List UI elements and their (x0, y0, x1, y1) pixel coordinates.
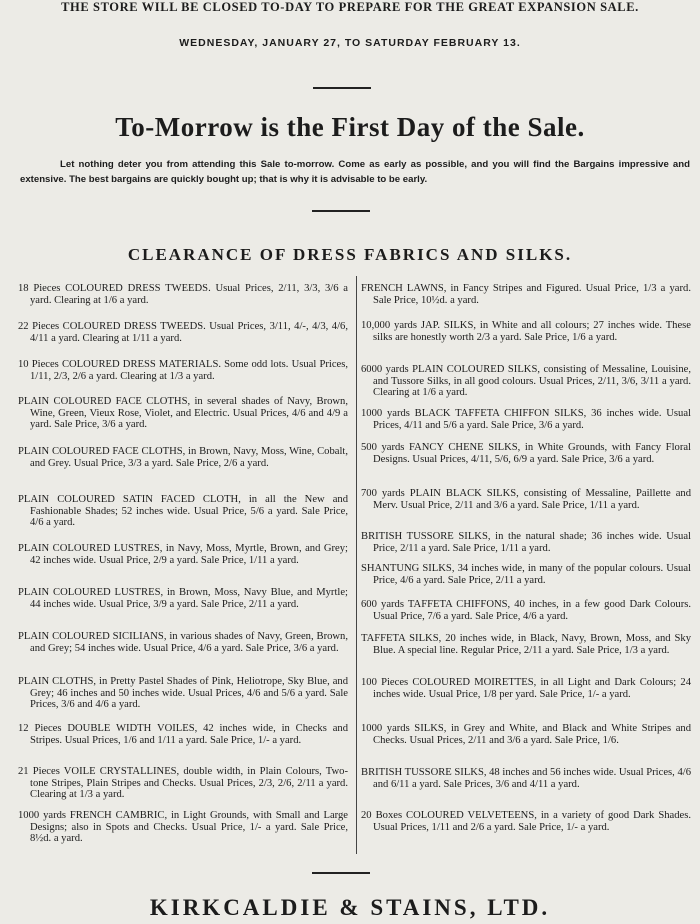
list-item: BRITISH TUSSORE SILKS, in the natural shade; 36 inches wide. Usual Price, 2/11 a yard. Sale Price, 1/11 a yard. (361, 531, 691, 554)
divider-rule-middle (312, 210, 370, 212)
list-item: 21 Pieces VOILE CRYSTALLINES, double width, in Plain Colours, Two-tone Stripes, Plain Stripes and Checks. Usual Prices, 2/3, 2/6, 2/11 a yard. Clearing at 1/3 a yard. (18, 766, 348, 801)
list-item: 22 Pieces COLOURED DRESS TWEEDS. Usual Prices, 3/11, 4/-, 4/3, 4/6, 4/11 a yard. Clearing at 1/11 a yard. (18, 321, 348, 344)
list-item: 10 Pieces COLOURED DRESS MATERIALS. Some odd lots. Usual Prices, 1/11, 2/3, 2/6 a yard. Clearing at 1/3 a yard. (18, 359, 348, 382)
list-item: 20 Boxes COLOURED VELVETEENS, in a variety of good Dark Shades. Usual Prices, 1/11 and 2/6 a yard. Sale Price, 1/- a yard. (361, 810, 691, 833)
list-item: PLAIN COLOURED FACE CLOTHS, in several shades of Navy, Brown, Wine, Green, Vieux Rose, Violet, and Electric. Usual Prices, 4/6 and 4/9 a yard. Sale Price, 3/6 a yard. (18, 396, 348, 431)
list-item: 100 Pieces COLOURED MOIRETTES, in all Light and Dark Colours; 24 inches wide. Usual Price, 1/8 per yard. Sale Price, 1/- a yard. (361, 677, 691, 700)
headline: To-Morrow is the First Day of the Sale. (115, 112, 585, 142)
list-item: 1000 yards BLACK TAFFETA CHIFFON SILKS, 36 inches wide. Usual Prices, 4/11 and 5/6 a yard. Sale Price, 3/6 a yard. (361, 408, 691, 431)
list-item: 1000 yards SILKS, in Grey and White, and Black and White Stripes and Checks. Usual Prices, 2/11 and 3/6 a yard. Sale Price, 1/6. (361, 723, 691, 746)
list-item: SHANTUNG SILKS, 34 inches wide, in many of the popular colours. Usual Price, 4/6 a yard. Sale Price, 2/11 a yard. (361, 563, 691, 586)
list-item: 500 yards FANCY CHENE SILKS, in White Grounds, with Fancy Floral Designs. Usual Prices, 4/11, 5/6, 6/9 a yard. Sale Price, 3/6 a yard. (361, 442, 691, 465)
column-divider (356, 276, 357, 854)
list-item: PLAIN COLOURED FACE CLOTHS, in Brown, Navy, Moss, Wine, Cobalt, and Grey. Usual Price, 3/3 a yard. Sale Price, 2/6 a yard. (18, 446, 348, 469)
section-title: CLEARANCE OF DRESS FABRICS AND SILKS. (127, 245, 573, 264)
list-item: 12 Pieces DOUBLE WIDTH VOILES, 42 inches wide, in Checks and Stripes. Usual Prices, 1/6 and 1/11 a yard. Sale Price, 1/- a yard. (18, 723, 348, 746)
list-item: BRITISH TUSSORE SILKS, 48 inches and 56 inches wide. Usual Prices, 4/6 and 6/11 a yard. Sale Prices, 3/6 and 4/11 a yard. (361, 767, 691, 790)
intro-paragraph: Let nothing deter you from attending this Sale to-morrow. Come as early as possible, and you will find the Bargains impressive and extensive. The best bargains are quickly bought up; that is why it is advisable to be early. (20, 159, 690, 185)
list-item: FRENCH LAWNS, in Fancy Stripes and Figured. Usual Price, 1/3 a yard. Sale Price, 10½d. a yard. (361, 283, 691, 306)
list-item: 18 Pieces COLOURED DRESS TWEEDS. Usual Prices, 2/11, 3/3, 3/6 a yard. Clearing at 1/6 a yard. (18, 283, 348, 306)
list-item: PLAIN COLOURED SATIN FACED CLOTH, in all the New and Fashionable Shades; 52 inches wide. Usual Price, 5/6 a yard. Sale Price, 4/6 a yard. (18, 494, 348, 529)
list-item: 10,000 yards JAP. SILKS, in White and all colours; 27 inches wide. These silks are honestly worth 2/3 a yard. Sale Price, 1/6 a yard. (361, 320, 691, 343)
list-item: PLAIN CLOTHS, in Pretty Pastel Shades of Pink, Heliotrope, Sky Blue, and Grey; 46 inches and 50 inches wide. Usual Prices, 4/6 and 5/6 a yard. Sale Prices, 3/6 and 4/6 a yard. (18, 676, 348, 711)
divider-rule-bottom (312, 872, 370, 874)
store-closed-notice: THE STORE WILL BE CLOSED TO-DAY TO PREPARE FOR THE GREAT EXPANSION SALE. (61, 0, 639, 14)
divider-rule-top (313, 87, 371, 89)
list-item: PLAIN COLOURED LUSTRES, in Brown, Moss, Navy Blue, and Myrtle; 44 inches wide. Usual Price, 3/9 a yard. Sale Price, 2/11 a yard. (18, 587, 348, 610)
list-item: 1000 yards FRENCH CAMBRIC, in Light Grounds, with Small and Large Designs; also in Spots and Checks. Usual Price, 1/- a yard. Sale Price, 8½d. a yard. (18, 810, 348, 845)
list-item: TAFFETA SILKS, 20 inches wide, in Black, Navy, Brown, Moss, and Sky Blue. A special line. Regular Price, 2/11 a yard. Sale Price, 1/3 a yard. (361, 633, 691, 656)
list-item: 600 yards TAFFETA CHIFFONS, 40 inches, in a few good Dark Colours. Usual Price, 7/6 a yard. Sale Price, 4/6 a yard. (361, 599, 691, 622)
list-item: PLAIN COLOURED LUSTRES, in Navy, Moss, Myrtle, Brown, and Grey; 42 inches wide. Usual Price, 2/9 a yard. Sale Price, 1/11 a yard. (18, 543, 348, 566)
sale-dates: WEDNESDAY, JANUARY 27, TO SATURDAY FEBRUARY 13. (179, 37, 521, 49)
store-name-footer: KIRKCALDIE & STAINS, LTD. (149, 895, 551, 920)
list-item: 700 yards PLAIN BLACK SILKS, consisting of Messaline, Paillette and Merv. Usual Price, 2/11 and 3/6 a yard. Sale Price, 1/11 a yard. (361, 488, 691, 511)
list-item: 6000 yards PLAIN COLOURED SILKS, consisting of Messaline, Louisine, and Tussore Silks, in all good colours. Usual Prices, 2/11, 3/6, 3/11 a yard. Clearing at 1/6 a yard. (361, 364, 691, 399)
list-item: PLAIN COLOURED SICILIANS, in various shades of Navy, Green, Brown, and Grey; 54 inches wide. Usual Price, 4/6 a yard. Sale Price, 3/6 a yard. (18, 631, 348, 654)
